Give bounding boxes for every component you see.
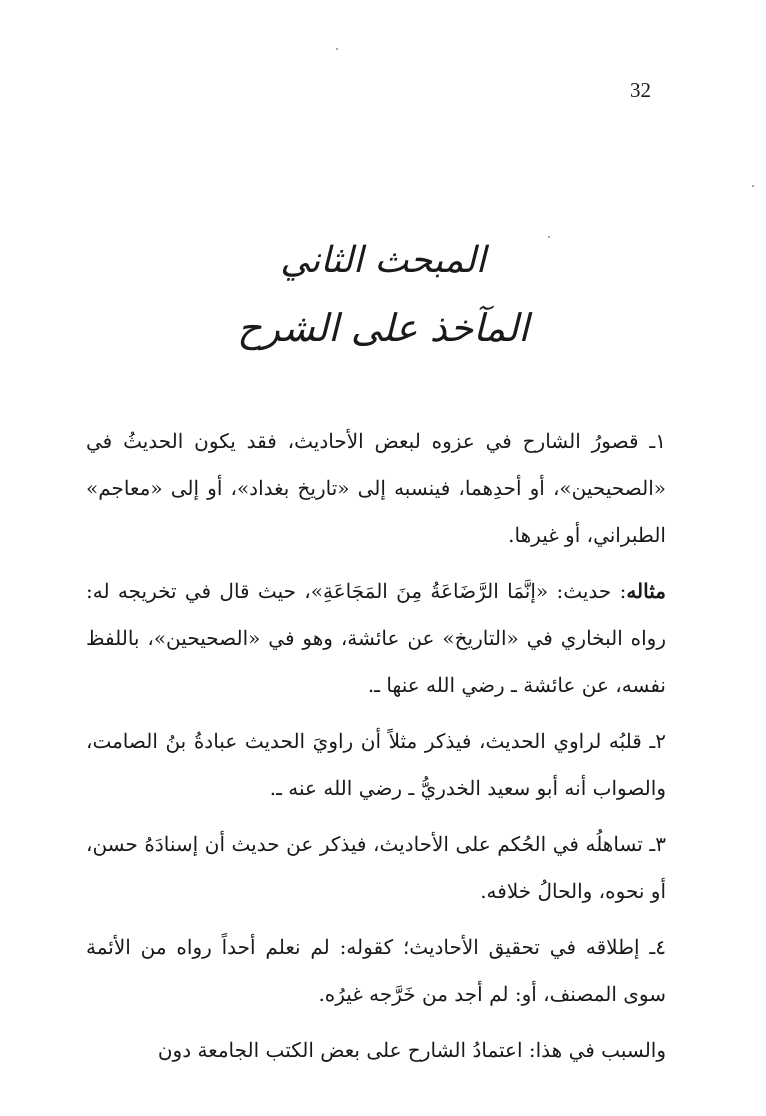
scan-speck (548, 236, 550, 238)
paragraph-text: ٢ـ قلبُه لراوي الحديث، فيذكر مثلاً أن راويَ الحديث عبادةُ بنُ الصامت، والصواب أنه أبو سعيد الخدريُّ ـ رضي الله عنه ـ. (86, 729, 666, 800)
paragraph-1 (86, 418, 666, 559)
paragraph-text: ٣ـ تساهلُه في الحُكم على الأحاديث، فيذكر عن حديث أن إسنادَهُ حسن، أو نحوه، والحالُ خلافه. (86, 832, 666, 903)
paragraph-2 (86, 568, 666, 709)
paragraph-text: : حديث: «إنَّمَا الرَّضَاعَةُ مِنَ المَجَاعَةِ»، حيث قال في تخريجه له: رواه البخاري في «التاريخ» عن عائشة، وهو في «الصحيحين»، باللفظ نفسه، عن عائشة ـ رضي الله عنها ـ. (86, 579, 666, 697)
page-number: 32 (630, 78, 651, 102)
section-heading: المبحث الثاني (280, 240, 486, 281)
paragraph-4 (86, 821, 666, 915)
paragraph-6 (86, 1027, 666, 1074)
paragraph-text: والسبب في هذا: اعتمادُ الشارح على بعض الكتب الجامعة دون (157, 1038, 666, 1062)
paragraph-lead: مثاله (626, 579, 666, 603)
paragraph-3 (86, 718, 666, 812)
section-title: المآخذ على الشرح (237, 306, 529, 350)
body-text (86, 418, 666, 1083)
paragraph-text: ٤ـ إطلاقه في تحقيق الأحاديث؛ كقوله: لم نعلم أحداً رواه من الأئمة سوى المصنف، أو: لم أجد من خَرَّجه غيرُه. (86, 935, 666, 1006)
paragraph-5 (86, 924, 666, 1018)
scan-speck (336, 48, 338, 50)
paragraph-text: ١ـ قصورُ الشارح في عزوه لبعض الأحاديث، فقد يكون الحديثُ في «الصحيحين»، أو أحدِهما، فينسبه إلى «تاريخ بغداد»، أو إلى «معاجم» الطبراني، أو غيرها. (86, 429, 666, 547)
scan-speck (752, 185, 754, 187)
